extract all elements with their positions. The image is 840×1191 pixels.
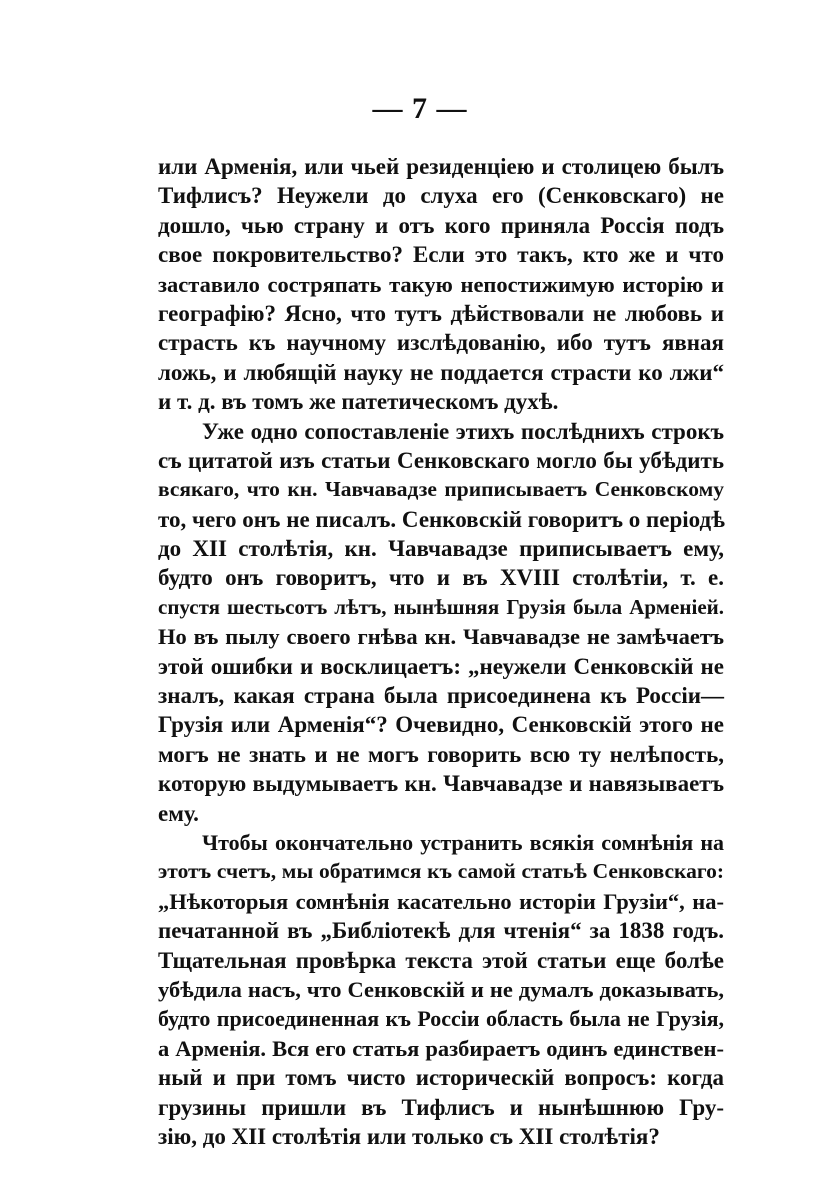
text-line: или Арменія, или чьей резиденціею и столицею былъ xyxy=(158,154,724,179)
text-line: Но въ пылу своего гнѣва кн. Чавчавадзе не замѣчаетъ xyxy=(158,624,724,650)
text-line: Уже одно сопоставленіе этихъ послѣднихъ строкъ xyxy=(202,418,724,444)
paragraph-1 xyxy=(158,152,724,417)
text-line: будто присоединенная къ Россіи область была не Грузія, xyxy=(158,1006,724,1032)
text-line: Тифлисъ? Неужели до слуха его (Сенковскаго) не xyxy=(158,183,724,209)
paragraph-3 xyxy=(158,828,724,1151)
text-line: географію? Ясно, что тутъ дѣйствовали не любовь и xyxy=(158,300,724,326)
text-line: до XII столѣтія, кн. Чавчавадзе приписываетъ ему, xyxy=(158,536,724,562)
body-text xyxy=(158,152,724,1151)
text-line: Чтобы окончательно устранить всякія сомнѣнія на xyxy=(202,829,724,855)
text-line: дошло, чью страну и отъ кого приняла Россія подъ xyxy=(158,212,724,238)
text-line: „Нѣкоторыя сомнѣнія касательно исторіи Грузіи“, на- xyxy=(158,888,724,914)
text-line: всякаго, что кн. Чавчавадзе приписываетъ Сенковскому xyxy=(158,477,724,502)
text-line: свое покровительство? Если это такъ, кто же и что xyxy=(158,242,724,268)
text-line: Грузія или Арменія“? Очевидно, Сенковскій этого не xyxy=(158,712,724,738)
text-line: печатанной въ „Библіотекѣ для чтенія“ за 1838 годъ. xyxy=(158,918,724,944)
text-line: зію, до XII столѣтія или только съ XII столѣтія? xyxy=(158,1123,660,1149)
text-line: этой ошибки и восклицаетъ: „неужели Сенковскій не xyxy=(158,653,724,679)
text-line: убѣдила насъ, что Сенковскій и не думалъ доказывать, xyxy=(158,976,724,1002)
text-line: грузины пришли въ Тифлисъ и нынѣшнюю Гру- xyxy=(158,1094,724,1120)
page-number: — 7 — xyxy=(372,92,468,125)
text-line: Тщательная провѣрка текста этой статьи еще болѣе xyxy=(158,947,724,973)
text-line: ему. xyxy=(158,800,199,826)
text-line: этотъ счетъ, мы обратимся къ самой статьѣ Сенковскаго: xyxy=(158,859,724,884)
text-line: зналъ, какая страна была присоединена къ Россіи— xyxy=(158,683,724,709)
text-line: которую выдумываетъ кн. Чавчавадзе и навязываетъ xyxy=(158,771,724,797)
paragraph-2 xyxy=(158,417,724,828)
text-line: могъ не знать и не могъ говорить всю ту нелѣпость, xyxy=(158,741,724,767)
text-line: а Арменія. Вся его статья разбираетъ одинъ единствен- xyxy=(158,1035,724,1061)
text-line: ложь, и любящій науку не поддается страсти ко лжи“ xyxy=(158,359,724,385)
text-line: страсть къ научному изслѣдованію, ибо тутъ явная xyxy=(158,330,724,356)
text-line: и т. д. въ томъ же патетическомъ духѣ. xyxy=(158,389,559,415)
text-line: ный и при томъ чисто историческій вопросъ: когда xyxy=(158,1065,724,1091)
text-line: будто онъ говоритъ, что и въ XVIII столѣтіи, т. е. xyxy=(158,565,724,591)
text-line: съ цитатой изъ статьи Сенковскаго могло бы убѣдить xyxy=(158,447,724,473)
text-line: заставило состряпать такую непостижимую исторію и xyxy=(158,271,724,297)
text-line: то, чего онъ не писалъ. Сенковскій говоритъ о періодѣ xyxy=(158,506,725,532)
text-line: спустя шестьсотъ лѣтъ, нынѣшняя Грузія была Арменіей. xyxy=(158,594,724,619)
